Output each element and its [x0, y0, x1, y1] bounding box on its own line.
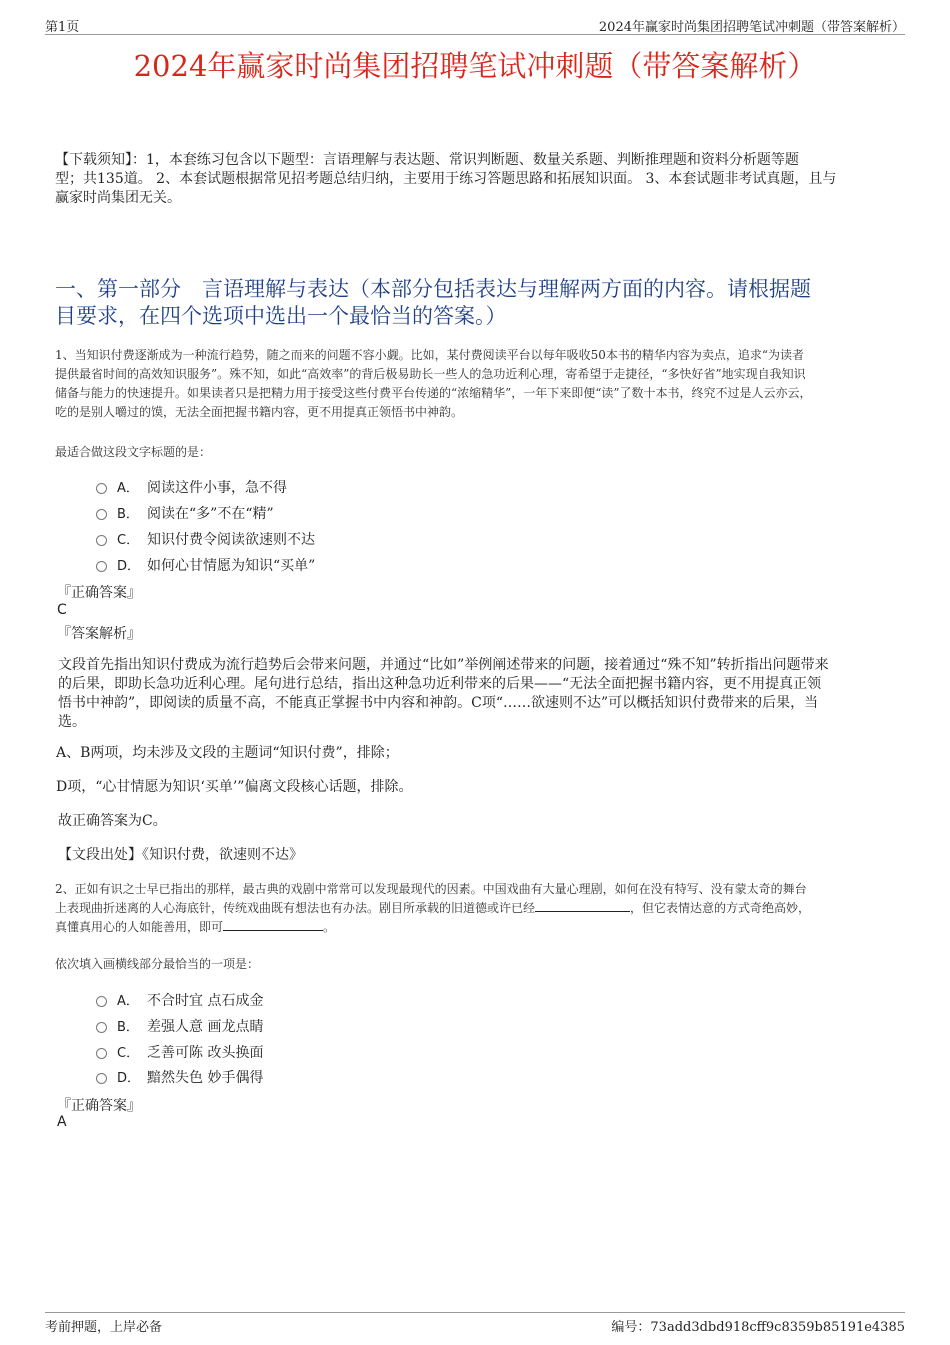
q2-option-a[interactable] [96, 990, 263, 1010]
footer-slogan: 考前押题，上岸必备 [45, 1320, 163, 1335]
radio-icon[interactable] [96, 1022, 107, 1033]
radio-icon[interactable] [96, 1073, 107, 1084]
q1-option-c[interactable] [96, 529, 315, 549]
question-segment: ，但它表情达意的方式奇绝高妙， [630, 901, 811, 915]
option-letter: B． [117, 1020, 139, 1035]
analysis-d: D项，“心甘情愿为知识‘买单’”偏离文段核心话题，排除。 [56, 779, 413, 795]
analysis-line: 的后果，即助长急功近利心理。尾句进行总结，指出这种急功近利带来的后果——“无法全面把握书籍内容，更不用提真正领 [58, 676, 822, 692]
fill-blank-2 [223, 918, 323, 931]
option-text: 不合时宜 点石成金 [147, 993, 264, 1009]
option-letter: B． [117, 507, 139, 522]
page-title: 2024年赢家时尚集团招聘笔试冲刺题（带答案解析） [133, 49, 817, 83]
answer-label: 『正确答案』 [57, 585, 141, 601]
radio-icon[interactable] [96, 1048, 107, 1059]
q1-option-d[interactable] [96, 555, 315, 575]
section-heading [55, 276, 905, 330]
option-letter: A． [117, 481, 139, 496]
analysis-line: 文段首先指出知识付费成为流行趋势后会带来问题，并通过“比如”举例阐述带来的问题，接着通过“殊不知”转折指出问题带来 [58, 657, 829, 673]
notice-line: 型；共135道。 2、本套试题根据常见招考题总结归纳，主要用于练习答题思路和拓展知识面。 3、本套试题非考试真题，且与 [55, 171, 837, 187]
radio-icon[interactable] [96, 483, 107, 494]
question-segment: 真懂真用心的人如能善用，即可 [55, 920, 224, 934]
page-header [45, 14, 905, 35]
answer-label: 『正确答案』 [57, 1098, 141, 1114]
analysis-ab: A、B两项，均未涉及文段的主题词“知识付费”，排除； [56, 745, 399, 761]
analysis-source: 【文段出处】《知识付费，欲速则不达》 [58, 847, 303, 863]
analysis-label: 『答案解析』 [57, 626, 141, 642]
analysis-paragraph [58, 656, 898, 732]
option-text: 阅读在“多”不在“精” [147, 506, 274, 522]
q1-option-b[interactable] [96, 503, 274, 523]
section-heading-line: 目要求，在四个选项中选出一个最恰当的答案。） [55, 304, 507, 328]
radio-icon[interactable] [96, 561, 107, 572]
option-text: 乏善可陈 改头换面 [147, 1045, 264, 1061]
analysis-line: 悟书中神韵”，即阅读的质量不高，不能真正掌握书中内容和神韵。C项“……欲速则不达”可以概括知识付费带来的后果，当 [58, 695, 819, 711]
question-segment: 。 [323, 920, 336, 934]
question-line: 提供最省时间的高效知识服务”。殊不知，如此“高效率”的背后极易助长一些人的急功近利心理，寄希望于走捷径，“多快好省”地实现自我知识 [55, 367, 806, 381]
page-footer [45, 1312, 905, 1335]
analysis-conclusion: 故正确答案为C。 [58, 813, 167, 829]
option-text: 黯然失色 妙手偶得 [147, 1070, 264, 1086]
question-segment: 上表现曲折迷离的人心海底针，传统戏曲既有想法也有办法。剧目所承载的旧道德或许已经 [55, 901, 536, 915]
notice-line: 【下载须知】：1，本套练习包含以下题型：言语理解与表达题、常识判断题、数量关系题、判断推理题和资料分析题等题 [55, 152, 799, 168]
option-letter: C． [117, 533, 140, 548]
option-letter: C． [117, 1046, 140, 1061]
question-1-prompt: 最适合做这段文字标题的是： [55, 445, 212, 459]
question-line [55, 918, 900, 937]
radio-icon[interactable] [96, 535, 107, 546]
question-line: 2、正如有识之士早已指出的那样，最古典的戏剧中常常可以发现最现代的因素。中国戏曲有大量心理剧，如何在没有特写、没有蒙太奇的舞台 [55, 882, 807, 896]
option-letter: D． [117, 559, 141, 574]
notice-line: 赢家时尚集团无关。 [55, 190, 181, 206]
option-text: 阅读这件小事，急不得 [147, 480, 287, 496]
question-line [55, 899, 900, 918]
header-doc-title: 2024年赢家时尚集团招聘笔试冲刺题（带答案解析） [598, 20, 905, 35]
q2-option-d[interactable] [96, 1067, 263, 1087]
option-text: 如何心甘情愿为知识“买单” [147, 558, 316, 574]
question-line: 储备与能力的快速提升。如果读者只是把精力用于接受这些付费平台传递的“浓缩精华”，一年下来即便“读”了数十本书，终究不过是人云亦云， [55, 386, 812, 400]
fill-blank-1 [535, 899, 630, 912]
footer-code: 编号：73add3dbd918cff9c8359b85191e4385 [611, 1320, 905, 1335]
q2-option-b[interactable] [96, 1016, 263, 1036]
page-number: 第1页 [45, 20, 80, 35]
question-line: 吃的是别人嚼过的馍，无法全面把握书籍内容，更不用提真正领悟书中神韵。 [55, 405, 464, 419]
radio-icon[interactable] [96, 996, 107, 1007]
question-2-prompt: 依次填入画横线部分最恰当的一项是： [55, 957, 260, 971]
q1-option-a[interactable] [96, 477, 287, 497]
option-text: 知识付费令阅读欲速则不达 [147, 532, 315, 548]
download-notice [55, 151, 905, 208]
question-1-text [55, 346, 900, 422]
option-letter: D． [117, 1071, 141, 1086]
analysis-line: 选。 [58, 714, 86, 730]
question-2-text [55, 880, 900, 937]
option-letter: A． [117, 994, 139, 1009]
question-line: 1、当知识付费逐渐成为一种流行趋势，随之而来的问题不容小觑。比如，某付费阅读平台以每年吸收50本书的精华内容为卖点，追求“为读者 [55, 348, 805, 362]
answer-value: C [57, 602, 67, 618]
option-text: 差强人意 画龙点睛 [147, 1019, 264, 1035]
section-heading-line: 一、第一部分 言语理解与表达（本部分包括表达与理解两方面的内容。请根据题 [55, 277, 811, 301]
q2-option-c[interactable] [96, 1042, 263, 1062]
radio-icon[interactable] [96, 509, 107, 520]
answer-value: A [57, 1114, 67, 1130]
